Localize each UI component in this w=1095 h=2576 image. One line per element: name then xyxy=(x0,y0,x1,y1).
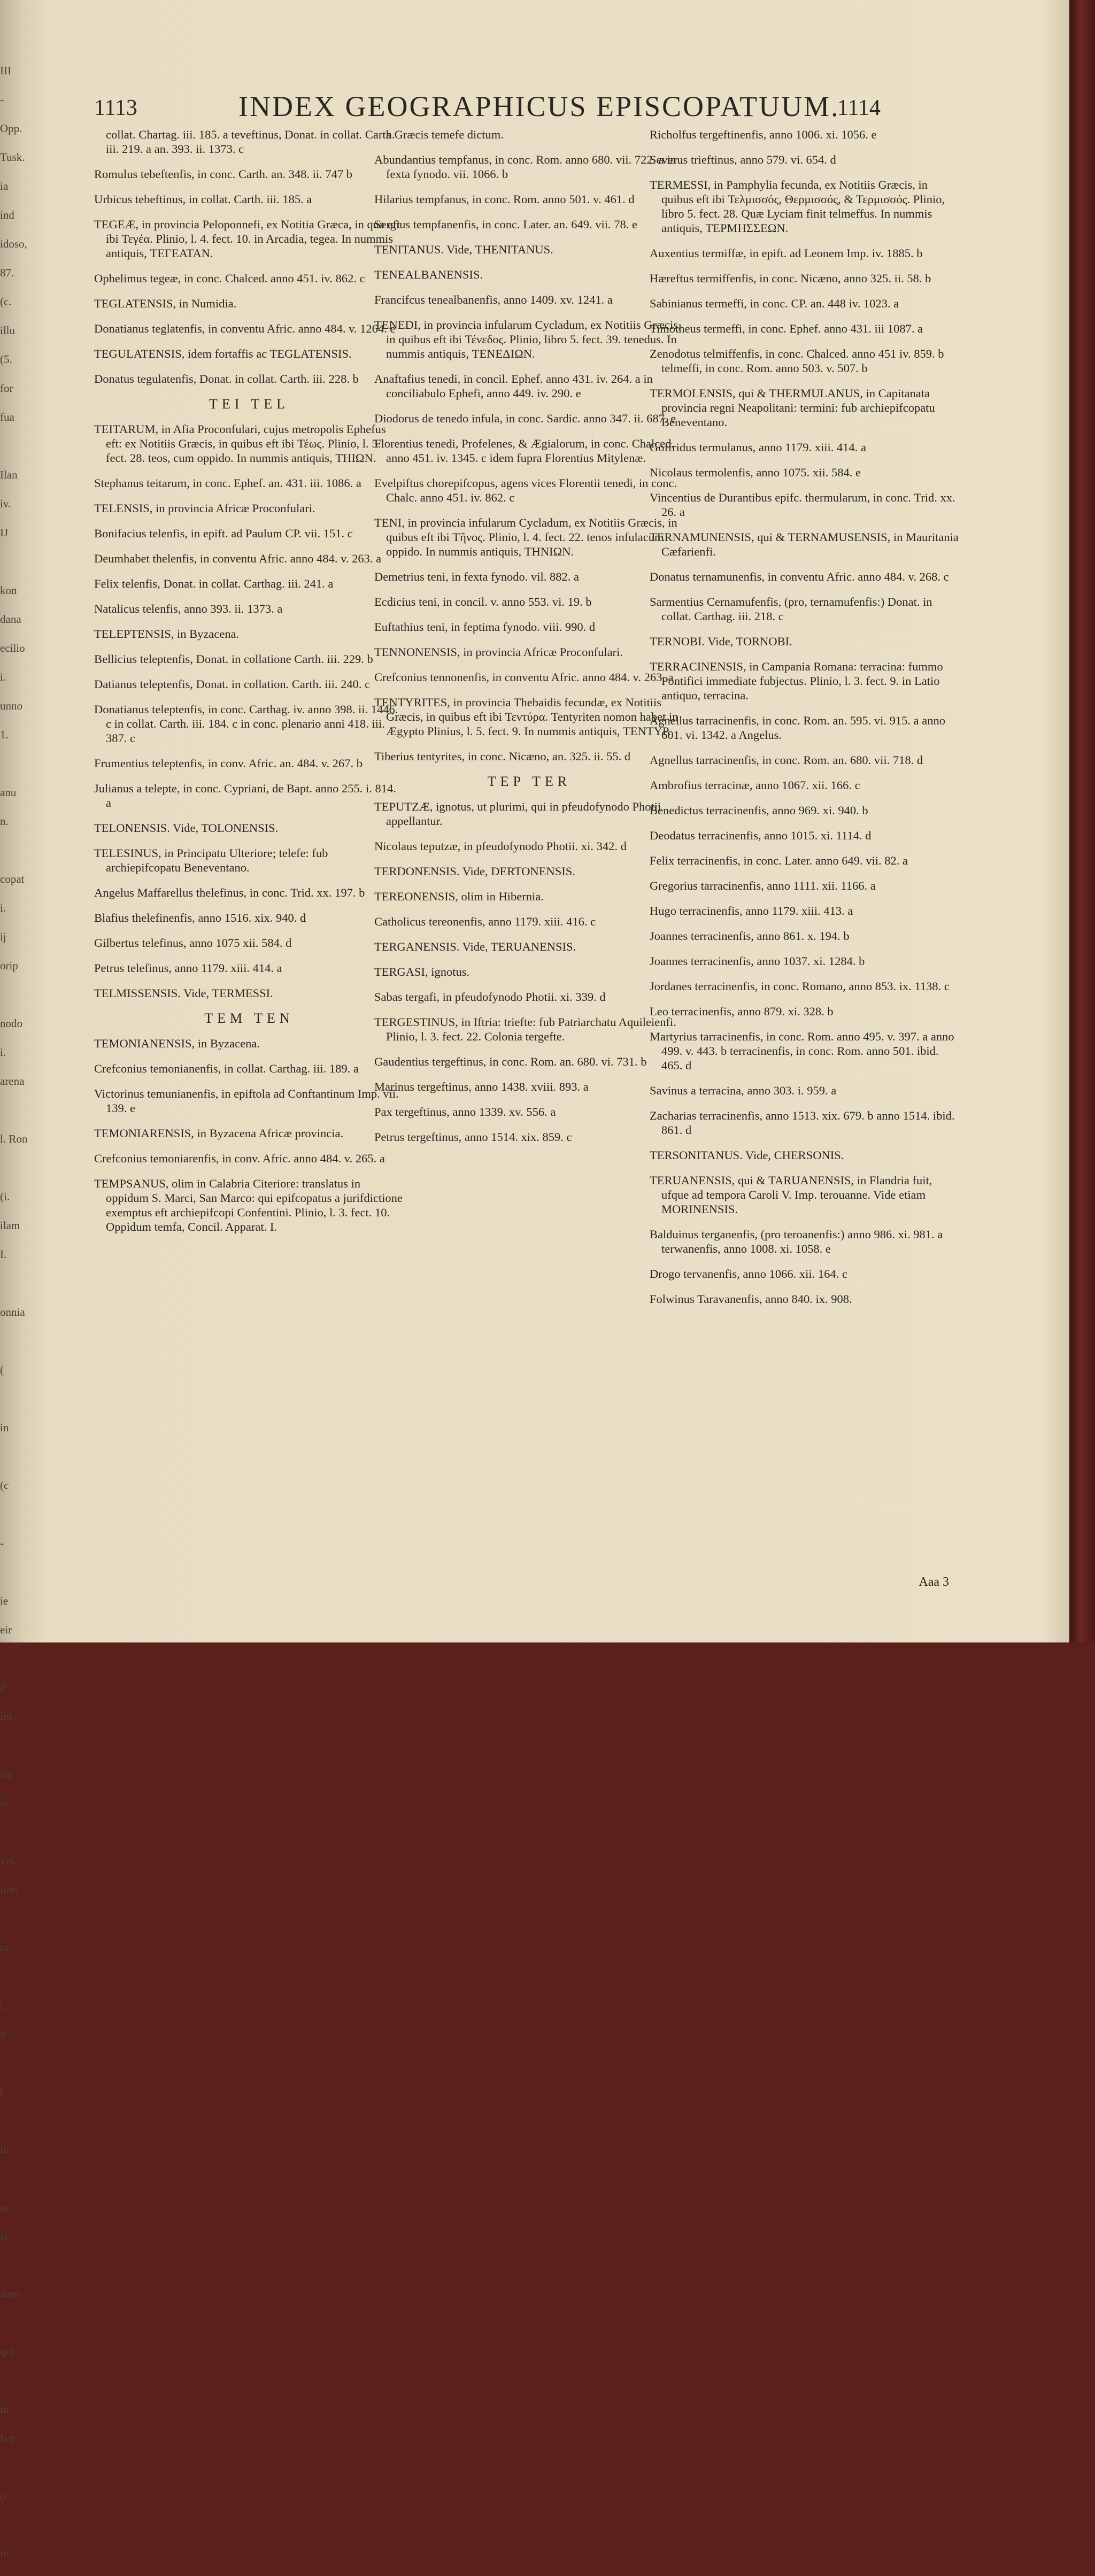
index-entry: Catholicus tereonenfis, anno 1179. xiii. 416. c xyxy=(374,915,596,928)
index-entry: Felix terracinenfis, in conc. Later. anno 649. vii. 82. a xyxy=(650,854,908,867)
index-entry: Benedictus terracinenfis, anno 969. xi. 940. b xyxy=(650,804,868,817)
margin-fragment: ind xyxy=(0,209,14,221)
index-entry: TEGEÆ, in provincia Peloponnefi, ex Notitia Græca, in qua eft ibi Τεγέα. Plinio, l. 4. fect. 10. in Arcadia, tegea. In nummis antiquis, ΤΕΓΕΑΤΑΝ. xyxy=(94,218,400,260)
margin-fragment: orip xyxy=(0,959,18,972)
margin-fragment: for xyxy=(0,382,13,395)
index-entry: TERMESSI, in Pamphylia fecunda, ex Notitiis Græcis, in quibus eft ibi Τελμισσός, Θερμισσός, & Τερμισσός. Plinio, libro 5. fect. 28. Quæ Lyciam finit telmeffus. In nummis antiquis, ΤΕΡΜΗΣΣΕΩΝ. xyxy=(650,178,945,235)
index-entry: Severus trieftinus, anno 579. vi. 654. d xyxy=(650,153,836,166)
index-entry: TEMONIANENSIS, in Byzacena. xyxy=(94,1037,260,1050)
index-entry: Drogo tervanenfis, anno 1066. xii. 164. c xyxy=(650,1267,847,1281)
section-heading: TEI TEL xyxy=(209,396,290,412)
margin-fragment: i. xyxy=(0,901,6,914)
margin-fragment xyxy=(0,2461,33,2489)
margin-fragment: in xyxy=(0,2547,9,2560)
margin-fragment: copat xyxy=(0,873,25,885)
index-entry: Felix telenfis, Donat. in collat. Carthag. iii. 241. a xyxy=(94,577,334,590)
index-entry: TEGULATENSIS, idem fortaffis ac TEGLATENSIS. xyxy=(94,347,352,360)
margin-fragment xyxy=(0,1392,33,1421)
margin-fragment xyxy=(0,1739,33,1768)
index-entry: Datianus teleptenfis, Donat. in collation. Carth. iii. 240. c xyxy=(94,677,371,691)
index-entry: Victorinus temunianenfis, in epiftola ad Conftantinum Imp. vii. 139. e xyxy=(94,1087,399,1115)
margin-fragment xyxy=(0,844,33,873)
margin-fragment: in xyxy=(0,2143,9,2156)
margin-fragment: ium xyxy=(0,1883,18,1896)
margin-fragment xyxy=(0,2056,33,2085)
index-entry: Timotheus termeffi, in conc. Ephef. anno 431. iii 1087. a xyxy=(650,322,923,335)
margin-fragment xyxy=(0,988,33,1017)
margin-fragment: (c xyxy=(0,1479,9,1492)
text-column-2 xyxy=(374,127,684,1155)
index-entry: Gregorius tarracinenfis, anno 1111. xii. 1166. a xyxy=(650,879,876,892)
index-entry: TEGLATENSIS, in Numidia. xyxy=(94,297,237,310)
margin-fragment: 87. xyxy=(0,266,14,279)
index-entry: Romulus tebeftenfis, in conc. Carth. an. 348. ii. 747 b xyxy=(94,167,353,181)
index-entry: Tiberius tentyrites, in conc. Nicæno, an. 325. ii. 55. d xyxy=(374,750,631,763)
index-entry: TENEALBANENSIS. xyxy=(374,268,483,281)
index-entry: Gilbertus telefinus, anno 1075 xii. 584. d xyxy=(94,936,292,950)
margin-fragment: ia xyxy=(0,1941,9,1954)
margin-fragment: - xyxy=(0,93,4,106)
index-entry: Sabas tergafi, in pfeudofynodo Photii. xi. 339. d xyxy=(374,990,606,1004)
index-entry: Zacharias terracinenfis, anno 1513. xix. 679. b anno 1514. ibid. 861. d xyxy=(650,1109,955,1137)
index-entry: TERGANENSIS. Vide, TERUANENSIS. xyxy=(374,940,576,953)
index-entry: Hæreftus termiffenfis, in conc. Nicæno, anno 325. ii. 58. b xyxy=(650,272,931,285)
index-entry: Petrus tergeftinus, anno 1514. xix. 859. c xyxy=(374,1130,572,1144)
margin-fragment: n. xyxy=(0,815,9,828)
margin-fragment: Ive xyxy=(0,2432,14,2444)
index-entry: Abundantius tempfanus, in conc. Rom. anno 680. vii. 722. a in fexta fynodo. vii. 1066. b xyxy=(374,153,676,181)
index-entry: Hilarius tempfanus, in conc. Rom. anno 501. v. 461. d xyxy=(374,192,635,206)
index-entry: Joannes terracinenfis, anno 861. x. 194. b xyxy=(650,929,850,943)
index-entry: Donatianus teglatenfis, in conventu Afric. anno 484. v. 1264. e xyxy=(94,322,396,335)
index-entry: TELENSIS, in provincia Africæ Proconfulari. xyxy=(94,502,315,515)
margin-fragment: in xyxy=(0,1421,9,1434)
index-entry: Hugo terracinenfis, anno 1179. xiii. 413. a xyxy=(650,904,853,917)
margin-fragment: (c xyxy=(0,2489,9,2502)
margin-fragment xyxy=(0,1277,33,1306)
margin-fragment xyxy=(0,1970,33,1999)
index-entry: TEPUTZÆ, ignotus, ut plurimi, qui in pfeudofynodo Photii appellantur. xyxy=(374,800,661,828)
margin-fragment xyxy=(0,2518,33,2547)
index-entry: TERRACINENSIS, in Campania Romana: terracina: fummo Pontifici immediate fubjectus. Plinio, l. 3. fect. 9. in Latio antiquo, terracina. xyxy=(650,660,943,702)
margin-fragment: IJ xyxy=(0,526,9,539)
index-entry: Auxentius termiffæ, in epift. ad Leonem Imp. iv. 1885. b xyxy=(650,246,923,260)
margin-fragment: III xyxy=(0,64,11,77)
margin-fragment: (5. xyxy=(0,353,12,366)
index-entry: TELESINUS, in Principatu Ulteriore; telefe: fub archiepifcopatu Beneventano. xyxy=(94,846,328,874)
margin-fragment: ir xyxy=(0,2027,7,2040)
signature-area xyxy=(650,1575,960,1590)
margin-fragment: dana xyxy=(0,613,21,626)
index-entry: Folwinus Taravanenfis, anno 840. ix. 908. xyxy=(650,1292,852,1306)
index-entry: TENTYRITES, in provincia Thebaidis fecundæ, ex Notitiis Græcis, in quibus eft ibi Τεντύρα. Tentyriten nomon habet in Ægypto Plinius, l. 5. fect. 9. In nummis antiquis, ΤΕΝΤΥΡ. xyxy=(374,696,678,738)
previous-page-margin-fragments xyxy=(0,64,33,2560)
page-title: INDEX GEOGRAPHICUS EPISCOPATUUM. xyxy=(238,90,840,122)
margin-fragment xyxy=(0,2114,33,2143)
index-entry: Florentius tenedi, Profelenes, & Ægialorum, in conc. Chalced. anno 451. iv. 1345. c idem fupra Florentius Mitylenæ. xyxy=(374,437,675,465)
margin-fragment: onnia xyxy=(0,1306,25,1318)
index-entry: Balduinus terganenfis, (pro teroanenfis:) anno 986. xi. 981. a terwanenfis, anno 1008. xi. 1058. e xyxy=(650,1228,943,1255)
index-entry: Stephanus teitarum, in conc. Ephef. an. 431. iii. 1086. a xyxy=(94,476,361,490)
margin-fragment: ie xyxy=(0,1594,9,1607)
index-entry: Natalicus telenfis, anno 393. ii. 1373. a xyxy=(94,602,283,615)
margin-fragment: is xyxy=(0,1796,8,1809)
index-entry: TERGESTINUS, in Iftria: triefte: fub Patriarchatu Aquileienfi. Plinio, l. 3. fect. 22. Colonia tergefte. xyxy=(374,1015,676,1043)
index-entry: Demetrius teni, in fexta fynodo. vil. 882. a xyxy=(374,570,580,583)
margin-fragment: xis. xyxy=(0,1854,16,1867)
index-entry: Crefconius temoniarenfis, in conv. Afric. anno 484. v. 265. a xyxy=(94,1152,385,1165)
signature-mark: Aaa 3 xyxy=(919,1575,949,1589)
index-entry: TEITARUM, in Afia Proconfulari, cujus metropolis Ephefus eft: ex Notitiis Græcis, in quibus eft ibi Τέως. Plinio, l. 5. fect. 28. teos, cum oppido. In nummis antiquis, ΤΗΙΩΝ. xyxy=(94,422,386,465)
index-entry: Ambrofius terracinæ, anno 1067. xii. 166. c xyxy=(650,778,860,792)
margin-fragment: Tusk. xyxy=(0,151,25,164)
margin-fragment: unno xyxy=(0,699,22,712)
index-entry: Angelus Maffarellus thelefinus, in conc. Trid. xx. 197. b xyxy=(94,886,365,899)
margin-fragment: in xyxy=(0,2403,9,2416)
margin-fragment: 1. xyxy=(0,728,9,741)
margin-fragment: - xyxy=(0,1537,4,1549)
text-column-1 xyxy=(94,127,404,1245)
index-entry: TERSONITANUS. Vide, CHERSONIS. xyxy=(650,1148,844,1162)
index-entry: Zenodotus telmiffenfis, in conc. Chalced. anno 451 iv. 859. b telmeffi, in conc. Rom. anno 503. v. 507. b xyxy=(650,347,944,375)
index-entry: Marinus tergeftinus, anno 1438. xviii. 893. a xyxy=(374,1080,589,1093)
margin-fragment: i. xyxy=(0,670,6,683)
margin-fragment: im. xyxy=(0,1710,15,1723)
margin-fragment: eir xyxy=(0,1623,12,1636)
index-entry: Crefconius temonianenfis, in collat. Carthag. iii. 189. a xyxy=(94,1062,359,1075)
margin-fragment: ( xyxy=(0,1363,4,1376)
margin-fragment: (i. xyxy=(0,1190,10,1203)
index-entry: Agnellus tarracinenfis, in conc. Rom. an. 595. vi. 915. a anno 601. vi. 1342. a Angelus. xyxy=(650,714,945,742)
index-entry: Bellicius teleptenfis, Donat. in collatione Carth. iii. 229. b xyxy=(94,652,373,666)
index-entry: TEREONENSIS, olim in Hibernia. xyxy=(374,890,544,903)
index-entry: a Græcis temefe dictum. xyxy=(386,128,504,141)
index-entry: Deumhabet thelenfis, in conventu Afric. anno 484. v. 263. a xyxy=(94,552,382,565)
index-entry: Nicolaus teputzæ, in pfeudofynodo Photii. xi. 342. d xyxy=(374,839,627,853)
margin-fragment: ecilio xyxy=(0,642,25,654)
index-entry: TERGASI, ignotus. xyxy=(374,965,470,978)
index-entry: TEMONIARENSIS, in Byzacena Africæ provincia. xyxy=(94,1127,344,1140)
index-entry: Leo terracinenfis, anno 879. xi. 328. b xyxy=(650,1005,834,1018)
margin-fragment: qui xyxy=(0,2345,14,2358)
margin-fragment: I. xyxy=(0,1248,7,1261)
index-entry: TELMISSENSIS. Vide, TERMESSI. xyxy=(94,986,273,1000)
margin-fragment: i. xyxy=(0,1046,6,1059)
margin-fragment: dam xyxy=(0,2287,20,2300)
margin-fragment: kon xyxy=(0,584,17,597)
index-entry: Savinus a terracina, anno 303. i. 959. a xyxy=(650,1084,837,1097)
margin-fragment: is. xyxy=(0,2230,11,2242)
index-entry: TERNOBI. Vide, TORNOBI. xyxy=(650,635,792,648)
margin-fragment xyxy=(0,1335,33,1363)
index-entry: Anaftafius tenedi, in concil. Ephef. anno 431. iv. 264. a in conciliabulo Ephefi, anno 449. iv. 290. e xyxy=(374,372,653,400)
index-entry: Sergius tempfanenfis, in conc. Later. an. 649. vii. 78. e xyxy=(374,218,637,231)
margin-fragment: l. Ron xyxy=(0,1132,28,1145)
margin-fragment: ( xyxy=(0,2085,4,2098)
margin-fragment xyxy=(0,1104,33,1132)
column-number-right: 1114 xyxy=(837,96,881,120)
index-entry: Martyrius tarracinenfis, in conc. Rom. anno 495. v. 397. a anno 499. v. 443. b terracinenfis, in conc. Rom. anno 501. ibid. 465. d xyxy=(650,1030,954,1072)
margin-fragment xyxy=(0,1652,33,1681)
margin-fragment xyxy=(0,2172,33,2201)
index-entry: Nicolaus termolenfis, anno 1075. xii. 584. e xyxy=(650,466,861,479)
index-entry: TELONENSIS. Vide, TOLONENSIS. xyxy=(94,821,279,835)
margin-fragment xyxy=(0,1450,33,1479)
text-column-3 xyxy=(650,127,960,1317)
index-entry: Julianus a telepte, in conc. Cypriani, de Bapt. anno 255. i. 814. a xyxy=(94,782,396,809)
margin-fragment: iv. xyxy=(0,497,11,510)
index-entry: Crefconius tennonenfis, in conventu Afric. anno 484. v. 263. a xyxy=(374,670,674,684)
margin-fragment xyxy=(0,1825,33,1854)
margin-fragment xyxy=(0,757,33,786)
index-entry: Deodatus terracinenfis, anno 1015. xi. 1114. d xyxy=(650,829,872,842)
page-header xyxy=(94,90,881,127)
index-entry: Pax tergeftinus, anno 1339. xv. 556. a xyxy=(374,1105,556,1119)
section-heading: TEP TER xyxy=(487,774,572,789)
margin-fragment xyxy=(0,1161,33,1190)
index-entry: TENI, in provincia infularum Cycladum, ex Notitiis Græcis, in quibus eft ibi Τῆνος. Plinio, l. 4. fect. 22. tenos infulacum oppido. In nummis antiquis, ΤΗΝΙΩΝ. xyxy=(374,516,677,558)
index-entry: Agnellus tarracinenfis, in conc. Rom. an. 680. vii. 718. d xyxy=(650,753,923,767)
index-entry: Joannes terracinenfis, anno 1037. xi. 1284. b xyxy=(650,954,865,968)
index-entry: Donatianus teleptenfis, in conc. Carthag. iv. anno 398. ii. 1446. c in collat. Carth. iii. 184. c in conc. plenario anni 418. iii. 387. c xyxy=(94,703,398,745)
index-entry: Bonifacius telenfis, in epift. ad Paulum CP. vii. 151. c xyxy=(94,527,353,540)
margin-fragment: Ilan xyxy=(0,468,18,481)
margin-fragment xyxy=(0,1912,33,1941)
index-entry: TERDONENSIS. Vide, DERTONENSIS. xyxy=(374,865,575,878)
margin-fragment: illu xyxy=(0,324,16,337)
margin-fragment: ia xyxy=(0,180,9,192)
index-entry: Blafius thelefinenfis, anno 1516. xix. 940. d xyxy=(94,911,306,924)
index-entry: TELEPTENSIS, in Byzacena. xyxy=(94,627,240,641)
index-entry: TENITANUS. Vide, THENITANUS. xyxy=(374,243,553,256)
margin-fragment xyxy=(0,2316,33,2345)
index-entry: TENNONENSIS, in provincia Africæ Proconfulari. xyxy=(374,645,623,659)
margin-fragment: idoso, xyxy=(0,237,27,250)
section-heading: TEM TEN xyxy=(204,1011,294,1026)
margin-fragment xyxy=(0,439,33,468)
index-entry: Donatus tegulatenfis, Donat. in collat. Carth. iii. 228. b xyxy=(94,372,359,385)
index-entry: Richolfus tergeftinenfis, anno 1006. xi. 1056. e xyxy=(650,128,877,141)
margin-fragment: anu xyxy=(0,786,17,799)
index-entry: Frumentius teleptenfis, in conv. Afric. an. 484. v. 267. b xyxy=(94,757,363,770)
margin-fragment xyxy=(0,1508,33,1537)
index-entry: TENEDI, in provincia infularum Cycladum, ex Notitiis Græcis, in quibus eft ibi Τένεδος. Plinio, libro 5. fect. 39. tenedus. In nummis antiquis, ΤΕΝΕΔΙΩΝ. xyxy=(374,318,681,360)
margin-fragment: fua xyxy=(0,411,14,423)
index-entry: Ophelimus tegeæ, in conc. Chalced. anno 451. iv. 862. c xyxy=(94,272,365,285)
index-entry: Petrus telefinus, anno 1179. xiii. 414. a xyxy=(94,961,282,975)
index-entry: Gaudentius tergeftinus, in conc. Rom. an. 680. vi. 731. b xyxy=(374,1055,647,1068)
margin-fragment xyxy=(0,1565,33,1594)
margin-fragment xyxy=(0,2258,33,2287)
index-entry: Diodorus de tenedo infula, in conc. Sardic. anno 347. ii. 687. e xyxy=(374,412,676,425)
index-entry: Goffridus termulanus, anno 1179. xiii. 414. a xyxy=(650,441,866,454)
margin-fragment: ij xyxy=(0,930,6,943)
index-entry: Euftathius teni, in feptima fynodo. viii. 990. d xyxy=(374,620,596,634)
column-number-left: 1113 xyxy=(94,96,137,120)
margin-fragment: ra xyxy=(0,2201,9,2213)
index-entry: Francifcus tenealbanenfis, anno 1409. xv. 1241. a xyxy=(374,293,613,306)
margin-fragment: (c. xyxy=(0,295,12,308)
index-entry: Sabinianus termeffi, in conc. CP. an. 448 iv. 1023. a xyxy=(650,297,899,310)
index-entry: Jordanes terracinenfis, in conc. Romano, anno 853. ix. 1138. c xyxy=(650,980,950,993)
index-entry: Vincentius de Durantibus epifc. thermularum, in conc. Trid. xx. 26. a xyxy=(650,491,955,519)
index-entry: Donatus ternamunenfis, in conventu Afric. anno 484. v. 268. c xyxy=(650,570,949,583)
margin-fragment xyxy=(0,2374,33,2403)
index-entry: TERMOLENSIS, qui & THERMULANUS, in Capitanata provincia regni Neapolitani: termini: fub archiepifcopatu Beneventano. xyxy=(650,387,935,429)
margin-fragment xyxy=(0,555,33,584)
margin-fragment: arena xyxy=(0,1075,25,1088)
index-entry: Sarmentius Cernamufenfis, (pro, ternamufenfis:) Donat. in collat. Carthag. iii. 218. c xyxy=(650,595,932,623)
index-entry: Urbicus tebeftinus, in collat. Carth. iii. 185. a xyxy=(94,192,312,206)
index-entry: collat. Chartag. iii. 185. a teveftinus, Donat. in collat. Carth. iii. 219. a an. 393. ii. 1373. c xyxy=(106,128,395,156)
margin-fragment: d xyxy=(0,1681,6,1694)
margin-fragment: Opp. xyxy=(0,122,22,135)
index-entry: Ecdicius teni, in concil. v. anno 553. vi. 19. b xyxy=(374,595,592,608)
margin-fragment: ria xyxy=(0,1768,12,1780)
margin-fragment: nodo xyxy=(0,1017,22,1030)
index-entry: TERNAMUNENSIS, qui & TERNAMUSENSIS, in Mauritania Cæfarienfi. xyxy=(650,530,959,558)
index-entry: TERUANENSIS, qui & TARUANENSIS, in Flandria fuit, ufque ad tempora Caroli V. Imp. terouanne. Vide etiam MORINENSIS. xyxy=(650,1174,932,1216)
index-entry: Evelpiftus chorepifcopus, agens vices Florentii tenedi, in conc. Chalc. anno 451. iv. 862. c xyxy=(374,476,677,504)
margin-fragment: l. xyxy=(0,1999,6,2011)
book-spine-edge xyxy=(1069,0,1095,1642)
margin-fragment: ilam xyxy=(0,1219,20,1232)
index-entry: TEMPSANUS, olim in Calabria Citeriore: translatus in oppidum S. Marci, San Marco: qui epifcopatus a jurifdictione exemptus eft archiepifcopi Confentini. Plinio, l. 3. fect. 10. Oppidum temfa, Concil. Apparat. I. xyxy=(94,1177,403,1233)
